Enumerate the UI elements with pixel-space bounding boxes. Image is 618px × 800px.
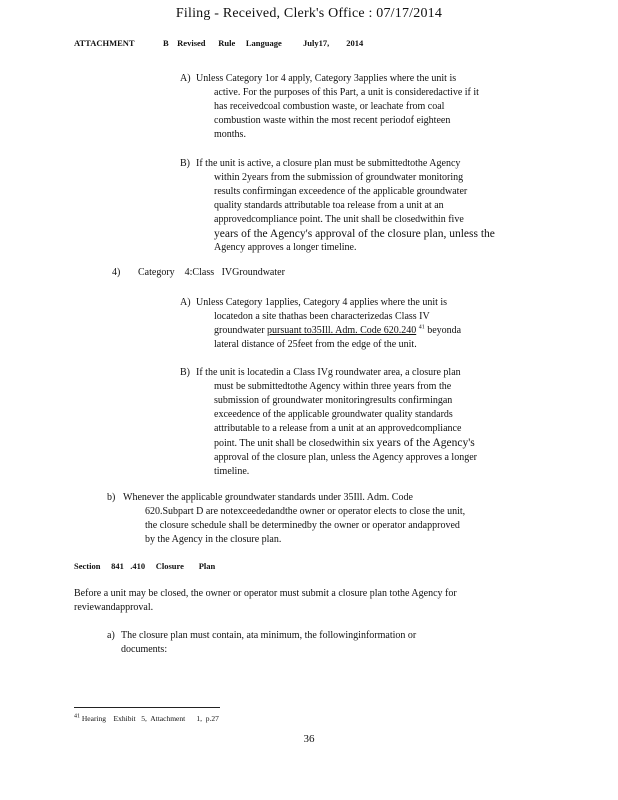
- text-line: quality standards attributable toa release from a unit at an: [214, 200, 444, 211]
- text-line: Before a unit may be closed, the owner or operator must submit a closure plan tothe Agency for: [74, 588, 457, 599]
- section-heading: Section 841 .410 Closure Plan: [74, 561, 216, 571]
- text-fragment: point. The unit shall be closedwithin six: [214, 438, 375, 449]
- text-line: If the unit is locatedin a Class IVg roundwater area, a closure plan: [196, 367, 461, 378]
- category4-heading: Category 4:Class IVGroundwater: [138, 267, 285, 278]
- footnote-text: Hearing Exhibit 5, Attachment 1, p.27: [81, 714, 219, 723]
- footnote-reference[interactable]: 41: [418, 324, 425, 331]
- category4-label: 4): [112, 267, 121, 278]
- text-line: The closure plan must contain, ata minimum, the followinginformation or: [121, 630, 417, 641]
- item-b-whenever: [107, 491, 527, 547]
- text-line: Agency approves a longer timeline.: [214, 242, 357, 253]
- text-line: months.: [214, 129, 246, 140]
- text-line: approvedcompliance point. The unit shall be closedwithin five: [214, 214, 464, 225]
- text-line: reviewandapproval.: [74, 602, 154, 613]
- text-line-mixed: [180, 436, 538, 451]
- text-line: the closure schedule shall be determinedby the owner or operator andapproved: [145, 520, 460, 531]
- text-fragment: years of the Agency's: [376, 437, 475, 449]
- text-line: attributable to a release from a unit at an approvedcompliance: [214, 423, 462, 434]
- item-label: b): [107, 492, 116, 503]
- text-line-with-citation: [180, 324, 498, 338]
- text-line: 620.Subpart D are notexceededandthe owner or operator elects to close the unit,: [145, 506, 466, 517]
- item-label: a): [107, 630, 115, 641]
- attachment-date: July17, 2014: [303, 38, 364, 48]
- text-line: combustion waste within the most recent periodof eighteen: [214, 115, 451, 126]
- closure-intro-paragraph: [74, 587, 534, 615]
- filing-stamp-header: Filing - Received, Clerk's Office : 07/17/2014: [175, 6, 443, 21]
- item-label: A): [180, 73, 191, 84]
- text-line: active. For the purposes of this Part, a unit is consideredactive if it: [214, 87, 479, 98]
- text-line: locatedon a site thathas been characterizedas Class IV: [214, 311, 430, 322]
- item-label: B): [180, 158, 190, 169]
- text-line: results confirmingan exceedence of the applicable groundwater: [214, 186, 468, 197]
- item-b-active-closure: [180, 157, 518, 255]
- text-fragment: beyonda: [427, 325, 462, 336]
- text-line: lateral distance of 25feet from the edge of the unit.: [214, 339, 417, 350]
- text-line: Whenever the applicable groundwater standards under 35Ill. Adm. Code: [123, 492, 413, 503]
- footnote-divider: [74, 707, 220, 708]
- footnote: [74, 714, 219, 723]
- item-label: A): [180, 297, 191, 308]
- text-line: Unless Category 1applies, Category 4 applies where the unit is: [196, 297, 448, 308]
- item-a-category3: [180, 72, 536, 142]
- text-line: within 2years from the submission of groundwater monitoring: [214, 172, 464, 183]
- text-line: submission of groundwater monitoringresults confirmingan: [214, 395, 453, 406]
- text-line: exceedence of the applicable groundwater quality standards: [214, 409, 453, 420]
- text-line: Unless Category 1or 4 apply, Category 3applies where the unit is: [196, 73, 457, 84]
- attachment-label: ATTACHMENT: [74, 38, 135, 48]
- text-line: approval of the closure plan, unless the Agency approves a longer: [214, 452, 477, 463]
- text-line: years of the Agency's approval of the closure plan, unless the: [214, 228, 495, 240]
- text-line: has receivedcoal combustion waste, or leachate from coal: [214, 101, 445, 112]
- item-label: B): [180, 367, 190, 378]
- item-a-category4: [180, 296, 498, 352]
- footnote-marker: 41: [74, 713, 80, 720]
- underlined-citation: pursuant to35Ill. Adm. Code 620.240: [267, 325, 417, 336]
- text-line: documents:: [121, 644, 168, 655]
- page-number: 36: [303, 733, 315, 745]
- item-b-class4-closure: [180, 366, 538, 479]
- text-line: by the Agency in the closure plan.: [145, 534, 282, 545]
- item-a-closure-contents: [107, 629, 487, 657]
- text-line: must be submittedtothe Agency within three years from the: [214, 381, 452, 392]
- text-line: timeline.: [214, 466, 250, 477]
- text-fragment: groundwater: [214, 325, 265, 336]
- text-line: If the unit is active, a closure plan must be submittedtothe Agency: [196, 158, 461, 169]
- attachment-title: B Revised Rule Language: [163, 38, 282, 48]
